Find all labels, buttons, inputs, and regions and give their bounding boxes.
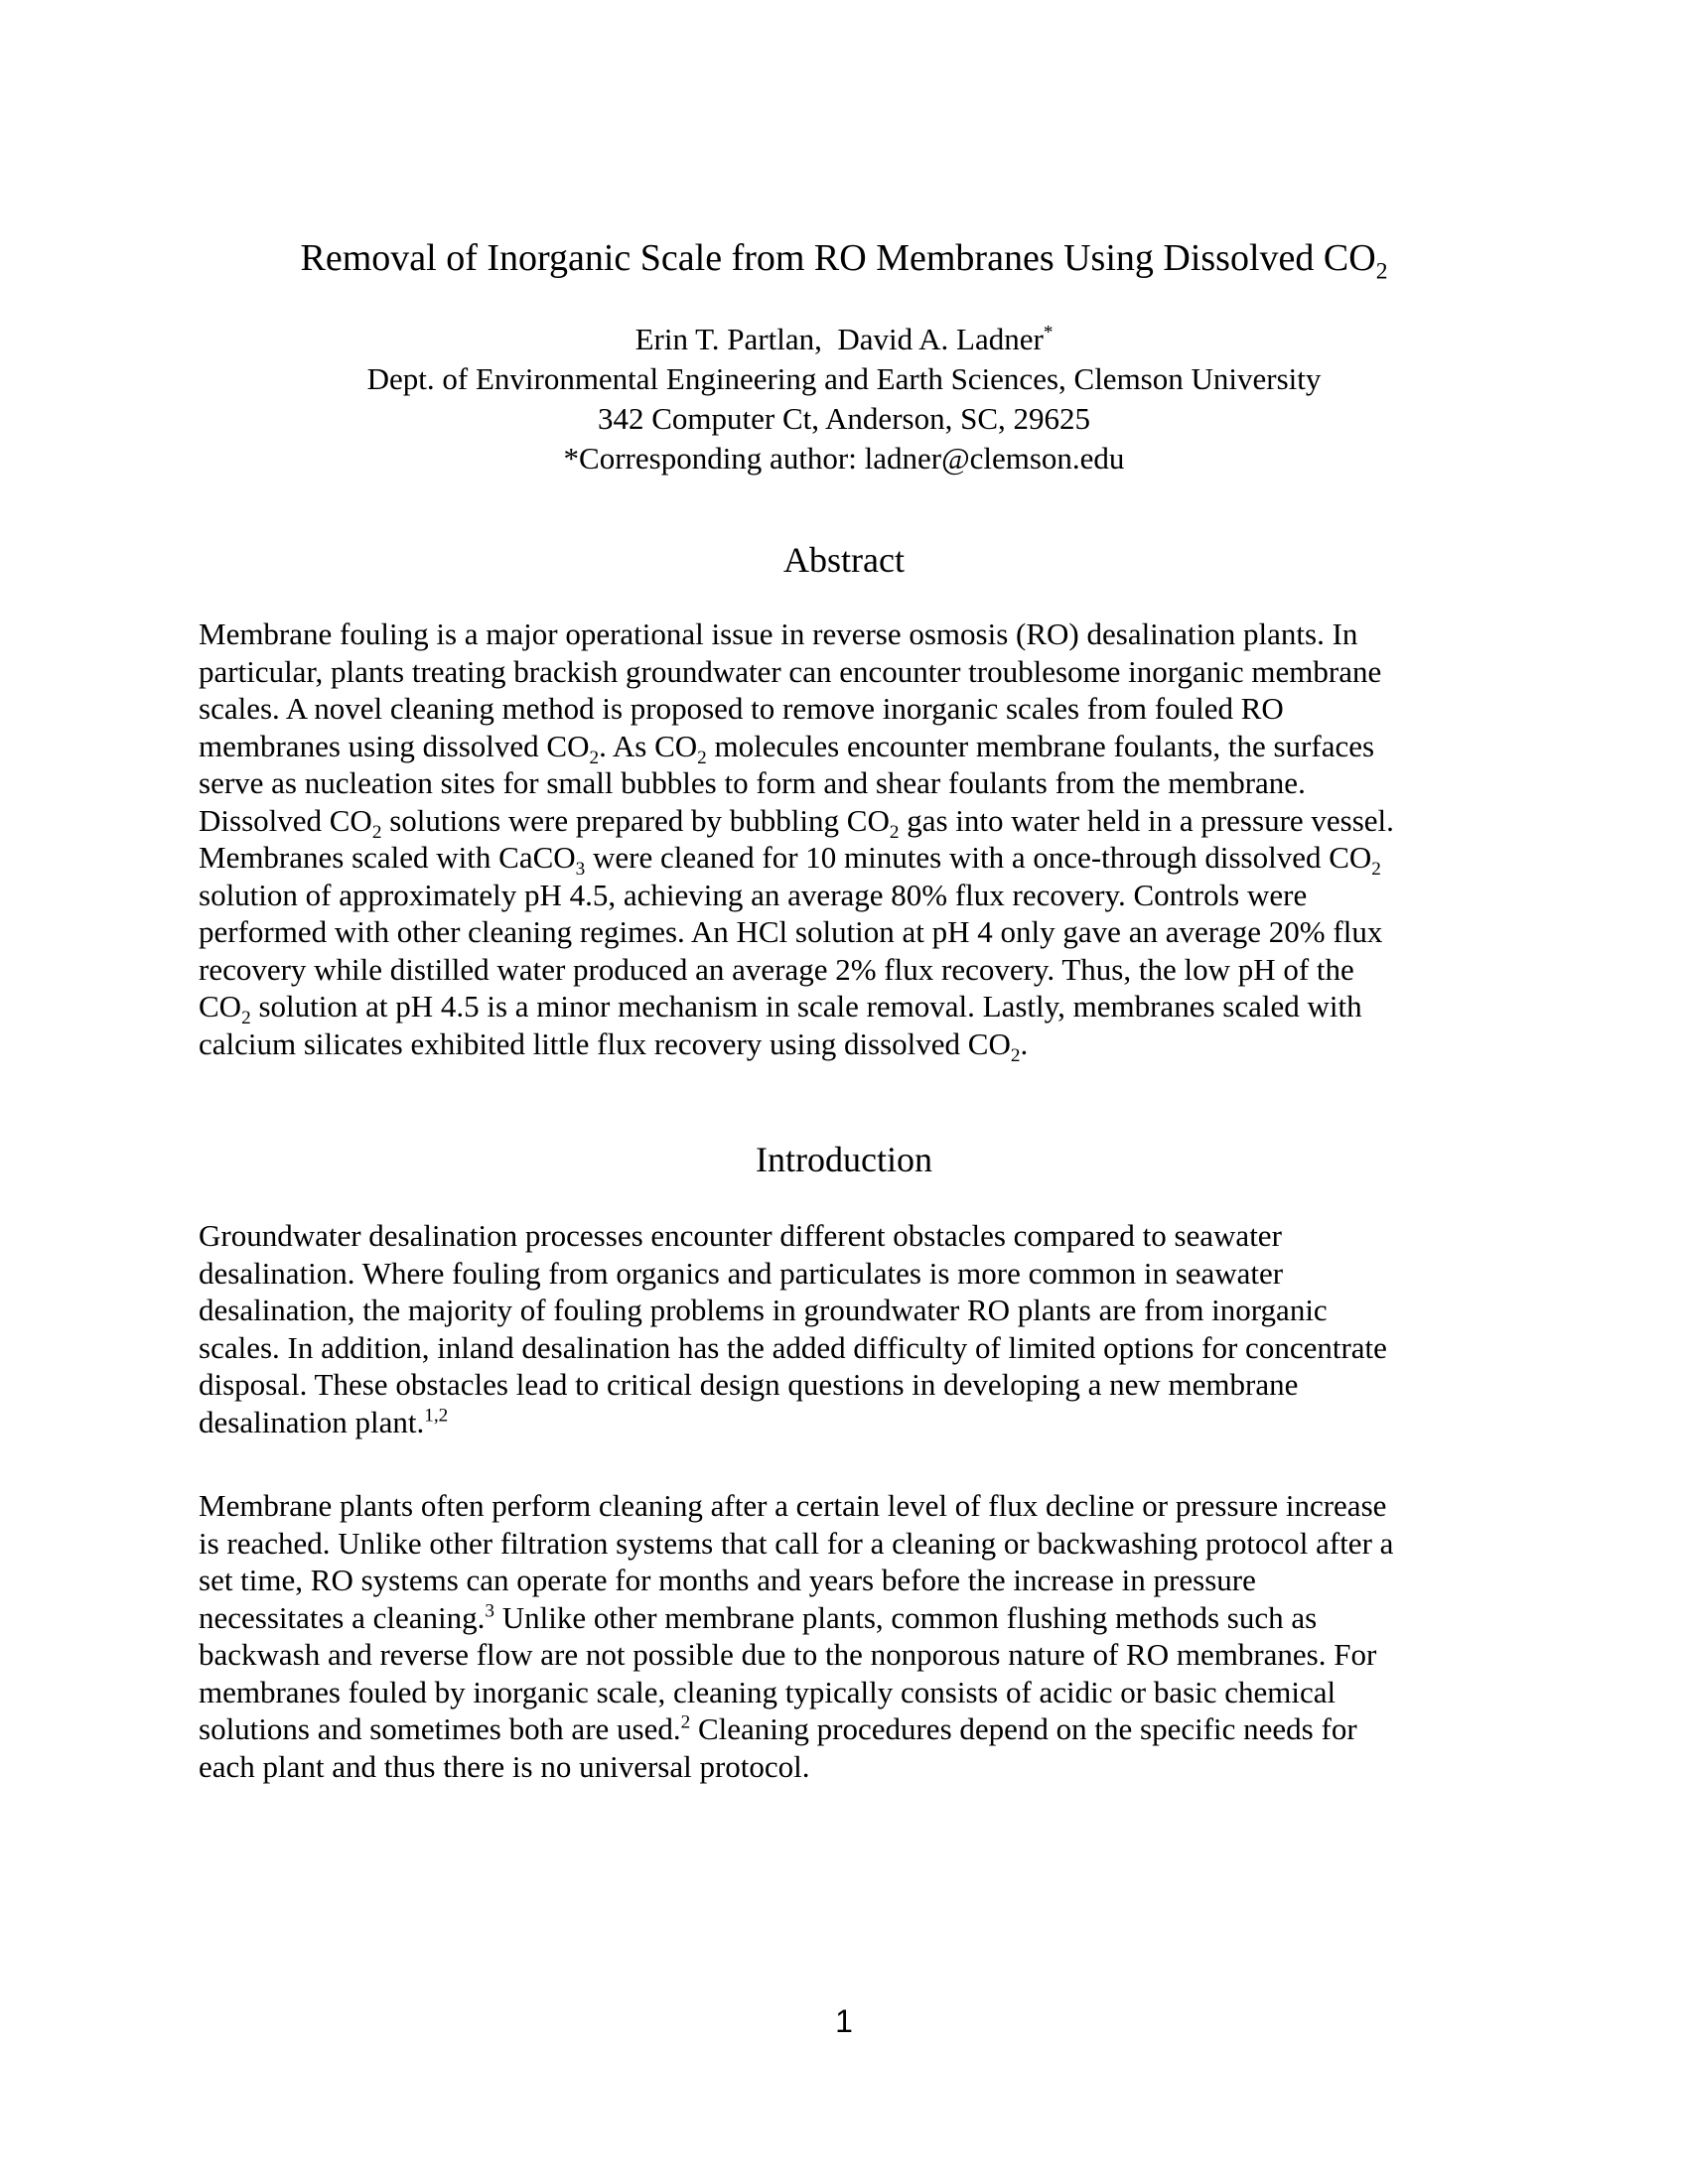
section-heading: Abstract: [783, 540, 905, 580]
text-line: each plant and thus there is no universal protocol.: [199, 1748, 810, 1784]
text-line: scales. A novel cleaning method is proposed to remove inorganic scales from fouled RO: [199, 691, 1284, 726]
text-line: set time, RO systems can operate for months and years before the increase in pressure: [199, 1563, 1256, 1597]
text-line: backwash and reverse flow are not possible due to the nonporous nature of RO membranes. For: [199, 1637, 1377, 1672]
text-line: particular, plants treating brackish groundwater can encounter troublesome inorganic membrane: [199, 653, 1382, 689]
text-line: solution of approximately pH 4.5, achieving an average 80% flux recovery. Controls were: [199, 877, 1308, 912]
text-line: Membrane fouling is a major operational issue in reverse osmosis (RO) desalination plants. In: [199, 616, 1358, 651]
text-line: Membrane plants often perform cleaning after a certain level of flux decline or pressure increase: [199, 1488, 1387, 1523]
text-line: scales. In addition, inland desalination has the added difficulty of limited options for concentrate: [199, 1329, 1387, 1365]
paper-title: Removal of Inorganic Scale from RO Membranes Using Dissolved $CO_2$: [300, 237, 1388, 285]
page-number: 1: [835, 2003, 853, 2039]
text-line: necessitates a cleaning.$^3$ Unlike other membrane plants, common flushing methods such as: [199, 1599, 1318, 1635]
text-line: Membranes scaled with CaCO$_3$ were cleaned for 10 minutes with a once-through dissolved $CO_2$: [199, 840, 1381, 881]
text-line: performed with other cleaning regimes. An HCl solution at pH 4 only gave an average 20% flux: [199, 914, 1383, 949]
text-line: $CO_2$ solution at pH 4.5 is a minor mechanism in scale removal. Lastly, membranes scaled with: [199, 989, 1362, 1029]
text-line: membranes using dissolved $CO_2$. As $CO_2$ molecules encounter membrane foulants, the surfaces: [199, 728, 1375, 768]
text-line: calcium silicates exhibited little flux recovery using dissolved $CO_2$.: [199, 1025, 1029, 1066]
paragraph: [199, 1487, 1549, 1785]
section-heading: Introduction: [756, 1140, 932, 1179]
text-line: Dissolved $CO_2$ solutions were prepared by bubbling $CO_2$ gas into water held in a pressure vessel.: [199, 802, 1394, 843]
text-line: membranes fouled by inorganic scale, cleaning typically consists of acidic or basic chemical: [199, 1674, 1336, 1709]
text-line: desalination plant.$^{1,2}$: [199, 1404, 449, 1439]
text-line: solutions and sometimes both are used.$^2$ Cleaning procedures depend on the specific needs for: [199, 1711, 1357, 1746]
document-body: [199, 0, 1489, 2184]
address-line: 342 Computer Ct, Anderson, SC, 29625: [597, 401, 1090, 436]
text-line: is reached. Unlike other filtration systems that call for a cleaning or backwashing protocol after a: [199, 1525, 1394, 1561]
text-line: Groundwater desalination processes encounter different obstacles compared to seawater: [199, 1218, 1282, 1253]
text-line: desalination, the majority of fouling problems in groundwater RO plants are from inorganic: [199, 1293, 1328, 1327]
text-line: serve as nucleation sites for small bubbles to form and shear foulants from the membrane.: [199, 765, 1306, 800]
text-line: desalination. Where fouling from organics and particulates is more common in seawater: [199, 1255, 1284, 1291]
paragraph: [199, 615, 1549, 1066]
text-line: recovery while distilled water produced an average 2% flux recovery. Thus, the low pH of the: [199, 951, 1354, 987]
paragraph: [199, 1217, 1549, 1440]
corresponding-author-line: *Corresponding author: ladner@clemson.edu: [563, 441, 1125, 476]
authors-line: Erin T. Partlan, David A. Ladner*: [634, 322, 1054, 356]
affiliation-line: Dept. of Environmental Engineering and Earth Sciences, Clemson University: [366, 361, 1322, 396]
text-line: disposal. These obstacles lead to critical design questions in developing a new membrane: [199, 1367, 1299, 1402]
